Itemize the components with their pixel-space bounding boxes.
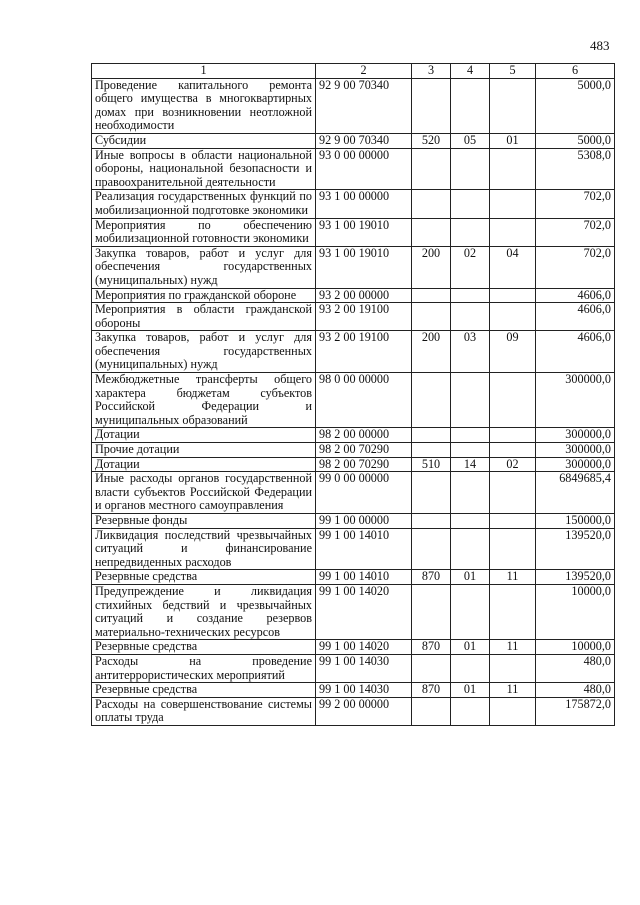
amount-cell: 702,0: [536, 246, 615, 288]
section-cell: [451, 654, 490, 682]
table-row: [92, 654, 615, 682]
subsection-cell: [490, 190, 536, 218]
expense-type-cell: 510: [412, 457, 451, 472]
target-code-cell: 98 2 00 70290: [316, 457, 412, 472]
amount-cell: 139520,0: [536, 528, 615, 570]
expense-type-cell: [412, 148, 451, 190]
section-cell: [451, 190, 490, 218]
row-name-cell: Прочие дотации: [92, 443, 316, 458]
subsection-cell: 02: [490, 457, 536, 472]
table-row: [92, 148, 615, 190]
row-name-cell: Закупка товаров, работ и услуг для обеспечения государственных (муниципальных) нужд: [92, 246, 316, 288]
amount-cell: 150000,0: [536, 514, 615, 529]
target-code-cell: 99 1 00 14020: [316, 640, 412, 655]
subsection-cell: [490, 443, 536, 458]
budget-table: [91, 63, 615, 726]
table-row: [92, 640, 615, 655]
amount-cell: 300000,0: [536, 373, 615, 428]
expense-type-cell: [412, 528, 451, 570]
expense-type-cell: [412, 218, 451, 246]
section-cell: 01: [451, 683, 490, 698]
target-code-cell: 93 1 00 19010: [316, 218, 412, 246]
target-code-cell: 99 1 00 14010: [316, 528, 412, 570]
row-name-cell: Расходы на проведение антитеррористических мероприятий: [92, 654, 316, 682]
subsection-cell: [490, 78, 536, 133]
subsection-cell: 11: [490, 570, 536, 585]
subsection-cell: [490, 697, 536, 725]
section-cell: [451, 443, 490, 458]
table-header-row: [92, 64, 615, 79]
target-code-cell: 92 9 00 70340: [316, 133, 412, 148]
column-header: 4: [451, 64, 490, 79]
amount-cell: 5308,0: [536, 148, 615, 190]
column-header: 5: [490, 64, 536, 79]
expense-type-cell: [412, 584, 451, 639]
target-code-cell: 99 1 00 14030: [316, 683, 412, 698]
column-header: 6: [536, 64, 615, 79]
section-cell: [451, 148, 490, 190]
target-code-cell: 92 9 00 70340: [316, 78, 412, 133]
row-name-cell: Проведение капитального ремонта общего имущества в многоквартирных домах при возникновении неотложной необходимости: [92, 78, 316, 133]
table-body: [92, 78, 615, 725]
expense-type-cell: [412, 78, 451, 133]
expense-type-cell: [412, 443, 451, 458]
expense-type-cell: 870: [412, 683, 451, 698]
section-cell: [451, 428, 490, 443]
row-name-cell: Предупреждение и ликвидация стихийных бедствий и чрезвычайных ситуаций и создание резервов материально-технических ресурсов: [92, 584, 316, 639]
section-cell: 14: [451, 457, 490, 472]
row-name-cell: Резервные средства: [92, 640, 316, 655]
amount-cell: 300000,0: [536, 428, 615, 443]
expense-type-cell: [412, 514, 451, 529]
section-cell: [451, 514, 490, 529]
row-name-cell: Иные вопросы в области национальной обороны, национальной безопасности и правоохранительной деятельности: [92, 148, 316, 190]
target-code-cell: 99 2 00 00000: [316, 697, 412, 725]
section-cell: 05: [451, 133, 490, 148]
target-code-cell: 93 2 00 19100: [316, 303, 412, 331]
section-cell: 01: [451, 570, 490, 585]
expense-type-cell: 870: [412, 570, 451, 585]
target-code-cell: 93 2 00 00000: [316, 288, 412, 303]
table-row: [92, 683, 615, 698]
target-code-cell: 99 0 00 00000: [316, 472, 412, 514]
row-name-cell: Резервные фонды: [92, 514, 316, 529]
subsection-cell: 04: [490, 246, 536, 288]
subsection-cell: [490, 654, 536, 682]
table-row: [92, 246, 615, 288]
expense-type-cell: [412, 303, 451, 331]
amount-cell: 6849685,4: [536, 472, 615, 514]
target-code-cell: 93 0 00 00000: [316, 148, 412, 190]
column-header: 1: [92, 64, 316, 79]
row-name-cell: Резервные средства: [92, 570, 316, 585]
page-number: 483: [590, 38, 610, 53]
expense-type-cell: 200: [412, 246, 451, 288]
section-cell: [451, 584, 490, 639]
target-code-cell: 99 1 00 14020: [316, 584, 412, 639]
amount-cell: 300000,0: [536, 443, 615, 458]
amount-cell: 4606,0: [536, 331, 615, 373]
table-row: [92, 443, 615, 458]
expense-type-cell: [412, 654, 451, 682]
row-name-cell: Субсидии: [92, 133, 316, 148]
amount-cell: 300000,0: [536, 457, 615, 472]
target-code-cell: 98 2 00 00000: [316, 428, 412, 443]
subsection-cell: [490, 528, 536, 570]
section-cell: [451, 697, 490, 725]
expense-type-cell: [412, 190, 451, 218]
row-name-cell: Закупка товаров, работ и услуг для обеспечения государственных (муниципальных) нужд: [92, 331, 316, 373]
subsection-cell: [490, 514, 536, 529]
table-row: [92, 570, 615, 585]
table-row: [92, 190, 615, 218]
expense-type-cell: [412, 472, 451, 514]
column-header: 3: [412, 64, 451, 79]
subsection-cell: [490, 373, 536, 428]
table-row: [92, 472, 615, 514]
table-row: [92, 584, 615, 639]
amount-cell: 5000,0: [536, 133, 615, 148]
amount-cell: 175872,0: [536, 697, 615, 725]
target-code-cell: 93 1 00 00000: [316, 190, 412, 218]
section-cell: [451, 288, 490, 303]
amount-cell: 4606,0: [536, 288, 615, 303]
row-name-cell: Реализация государственных функций по мобилизационной подготовке экономики: [92, 190, 316, 218]
section-cell: 01: [451, 640, 490, 655]
amount-cell: 5000,0: [536, 78, 615, 133]
section-cell: [451, 472, 490, 514]
column-header: 2: [316, 64, 412, 79]
table-row: [92, 303, 615, 331]
expense-type-cell: [412, 697, 451, 725]
target-code-cell: 93 1 00 19010: [316, 246, 412, 288]
amount-cell: 10000,0: [536, 640, 615, 655]
amount-cell: 702,0: [536, 218, 615, 246]
target-code-cell: 93 2 00 19100: [316, 331, 412, 373]
section-cell: [451, 78, 490, 133]
table-row: [92, 457, 615, 472]
row-name-cell: Мероприятия в области гражданской обороны: [92, 303, 316, 331]
table-row: [92, 288, 615, 303]
section-cell: [451, 373, 490, 428]
table-row: [92, 528, 615, 570]
amount-cell: 4606,0: [536, 303, 615, 331]
amount-cell: 10000,0: [536, 584, 615, 639]
target-code-cell: 99 1 00 14030: [316, 654, 412, 682]
expense-type-cell: [412, 288, 451, 303]
subsection-cell: 01: [490, 133, 536, 148]
subsection-cell: 11: [490, 640, 536, 655]
subsection-cell: [490, 428, 536, 443]
table-row: [92, 331, 615, 373]
row-name-cell: Дотации: [92, 428, 316, 443]
target-code-cell: 99 1 00 14010: [316, 570, 412, 585]
amount-cell: 480,0: [536, 683, 615, 698]
amount-cell: 480,0: [536, 654, 615, 682]
table-row: [92, 78, 615, 133]
row-name-cell: Иные расходы органов государственной власти субъектов Российской Федерации и органов местного самоуправления: [92, 472, 316, 514]
subsection-cell: 09: [490, 331, 536, 373]
table-row: [92, 514, 615, 529]
subsection-cell: [490, 288, 536, 303]
expense-type-cell: 520: [412, 133, 451, 148]
row-name-cell: Мероприятия по гражданской обороне: [92, 288, 316, 303]
expense-type-cell: [412, 373, 451, 428]
expense-type-cell: 870: [412, 640, 451, 655]
subsection-cell: 11: [490, 683, 536, 698]
target-code-cell: 98 2 00 70290: [316, 443, 412, 458]
subsection-cell: [490, 584, 536, 639]
table-row: [92, 428, 615, 443]
row-name-cell: Расходы на совершенствование системы оплаты труда: [92, 697, 316, 725]
row-name-cell: Ликвидация последствий чрезвычайных ситуаций и финансирование непредвиденных расходов: [92, 528, 316, 570]
expense-type-cell: [412, 428, 451, 443]
section-cell: [451, 218, 490, 246]
row-name-cell: Межбюджетные трансферты общего характера бюджетам субъектов Российской Федерации и муниципальных образований: [92, 373, 316, 428]
table-row: [92, 697, 615, 725]
row-name-cell: Дотации: [92, 457, 316, 472]
table-row: [92, 133, 615, 148]
subsection-cell: [490, 303, 536, 331]
row-name-cell: Мероприятия по обеспечению мобилизационной готовности экономики: [92, 218, 316, 246]
expense-type-cell: 200: [412, 331, 451, 373]
amount-cell: 139520,0: [536, 570, 615, 585]
amount-cell: 702,0: [536, 190, 615, 218]
target-code-cell: 99 1 00 00000: [316, 514, 412, 529]
subsection-cell: [490, 148, 536, 190]
table-row: [92, 373, 615, 428]
section-cell: 02: [451, 246, 490, 288]
section-cell: [451, 528, 490, 570]
target-code-cell: 98 0 00 00000: [316, 373, 412, 428]
row-name-cell: Резервные средства: [92, 683, 316, 698]
table-row: [92, 218, 615, 246]
subsection-cell: [490, 218, 536, 246]
section-cell: [451, 303, 490, 331]
subsection-cell: [490, 472, 536, 514]
section-cell: 03: [451, 331, 490, 373]
